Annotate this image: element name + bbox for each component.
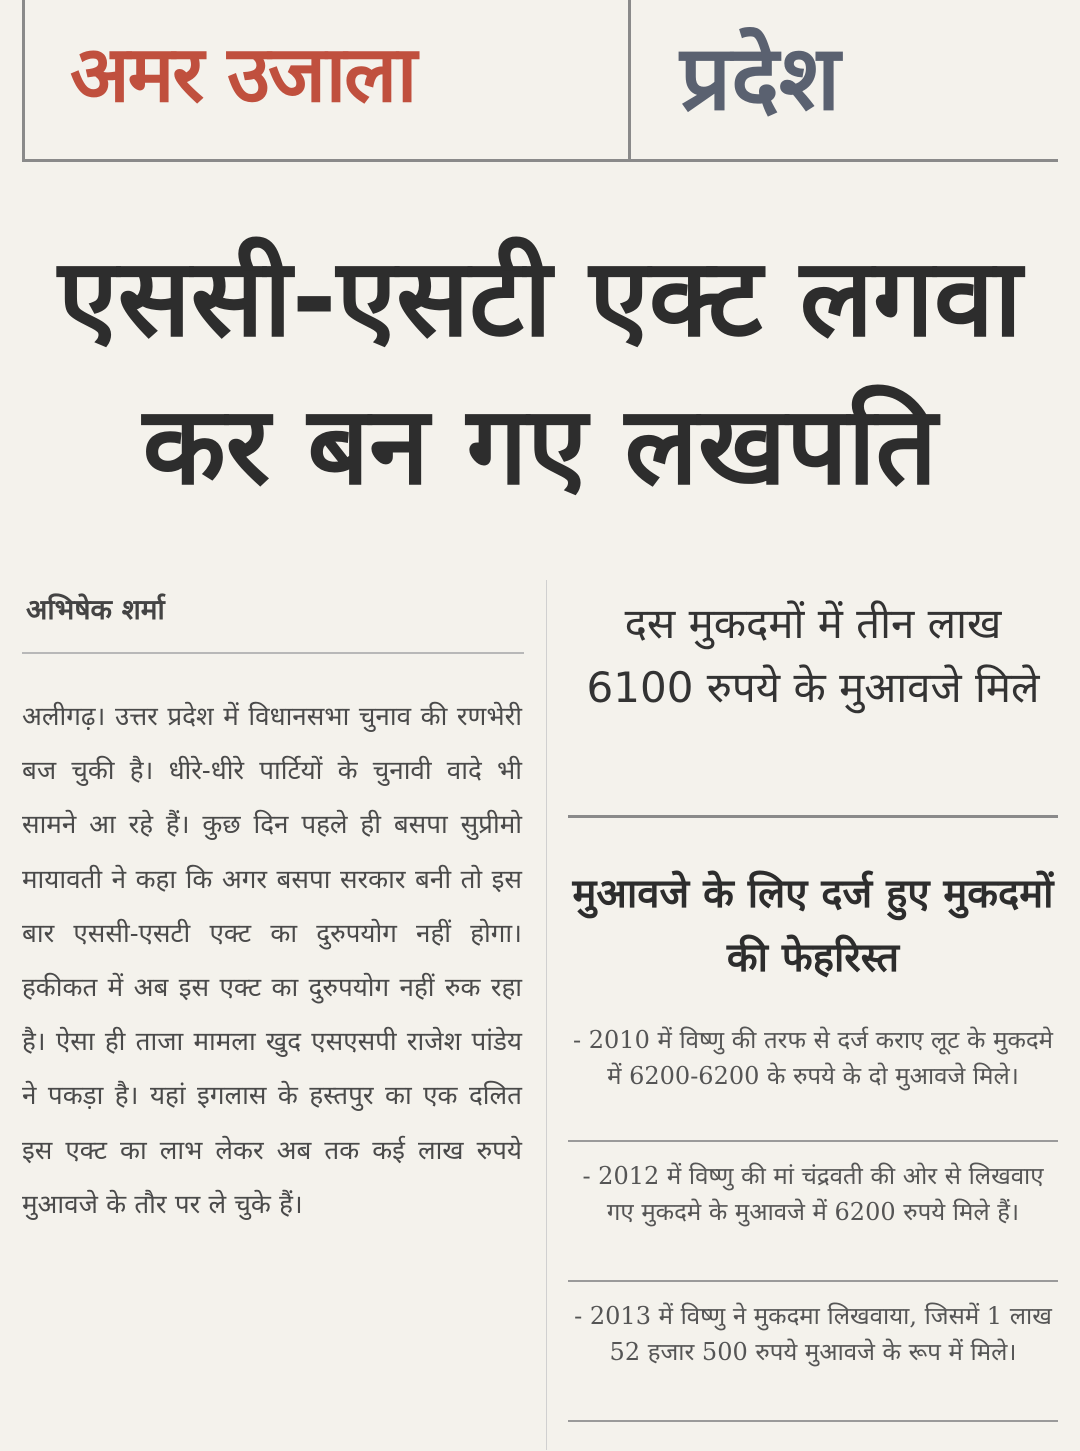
byline-divider (22, 652, 524, 654)
newspaper-logo: अमर उजाला (70, 29, 416, 120)
sidebar-divider (568, 815, 1058, 818)
sidebar-list-title: मुआवजे के लिए दर्ज हुए मुकदमों की फेहरिस्त (572, 871, 1054, 981)
list-item-divider (568, 1420, 1058, 1422)
article-body: अलीगढ़। उत्तर प्रदेश में विधानसभा चुनाव की रणभेरी बज चुकी है। धीरे-धीरे पार्टियों के चुनावी वादे भी सामने आ रहे हैं। कुछ दिन पहले ही बसपा सुप्रीमो मायावती ने कहा कि अगर बसपा सरकार बनी तो इस बार एससी-एसटी एक्ट का दुरुपयोग नहीं होगा। हकीकत में अब इस एक्ट का दुरुपयोग नहीं रुक रहा है। ऐसा ही ताजा मामला खुद एसएसपी राजेश पांडेय ने पकड़ा है। यहां इगलास के हस्तपुर का एक दलित इस एक्ट का लाभ लेकर अब तक कई लाख रुपये मुआवजे के तौर पर ले चुके हैं। (22, 702, 522, 1220)
list-item: - 2010 में विष्णु की तरफ से दर्ज कराए लूट के मुकदमे में 6200-6200 के रुपये के दो मुआवजे मिले। (573, 1026, 1053, 1090)
list-item: - 2012 में विष्णु की मां चंद्रवती की ओर से लिखवाए गए मुकदमे के मुआवजे में 6200 रुपये मिले हैं। (582, 1162, 1044, 1226)
sidebar-subhead: दस मुकदमों में तीन लाख 6100 रुपये के मुआवजे मिले (586, 599, 1040, 712)
list-item: - 2013 में विष्णु ने मुकदमा लिखवाया, जिसमें 1 लाख 52 हजार 500 रुपये मुआवजे के रूप में मिले। (574, 1302, 1052, 1366)
list-item-divider (568, 1280, 1058, 1282)
headline (0, 225, 1080, 521)
masthead-divider (628, 0, 631, 162)
headline-line-1: एससी-एसटी एक्ट लगवा (58, 236, 1022, 361)
headline-line-2: कर बन गए लखपति (142, 384, 938, 509)
list-item-divider (568, 1140, 1058, 1142)
section-title: प्रदेश (680, 26, 841, 131)
byline: अभिषेक शर्मा (26, 593, 165, 626)
column-divider (546, 580, 547, 1450)
